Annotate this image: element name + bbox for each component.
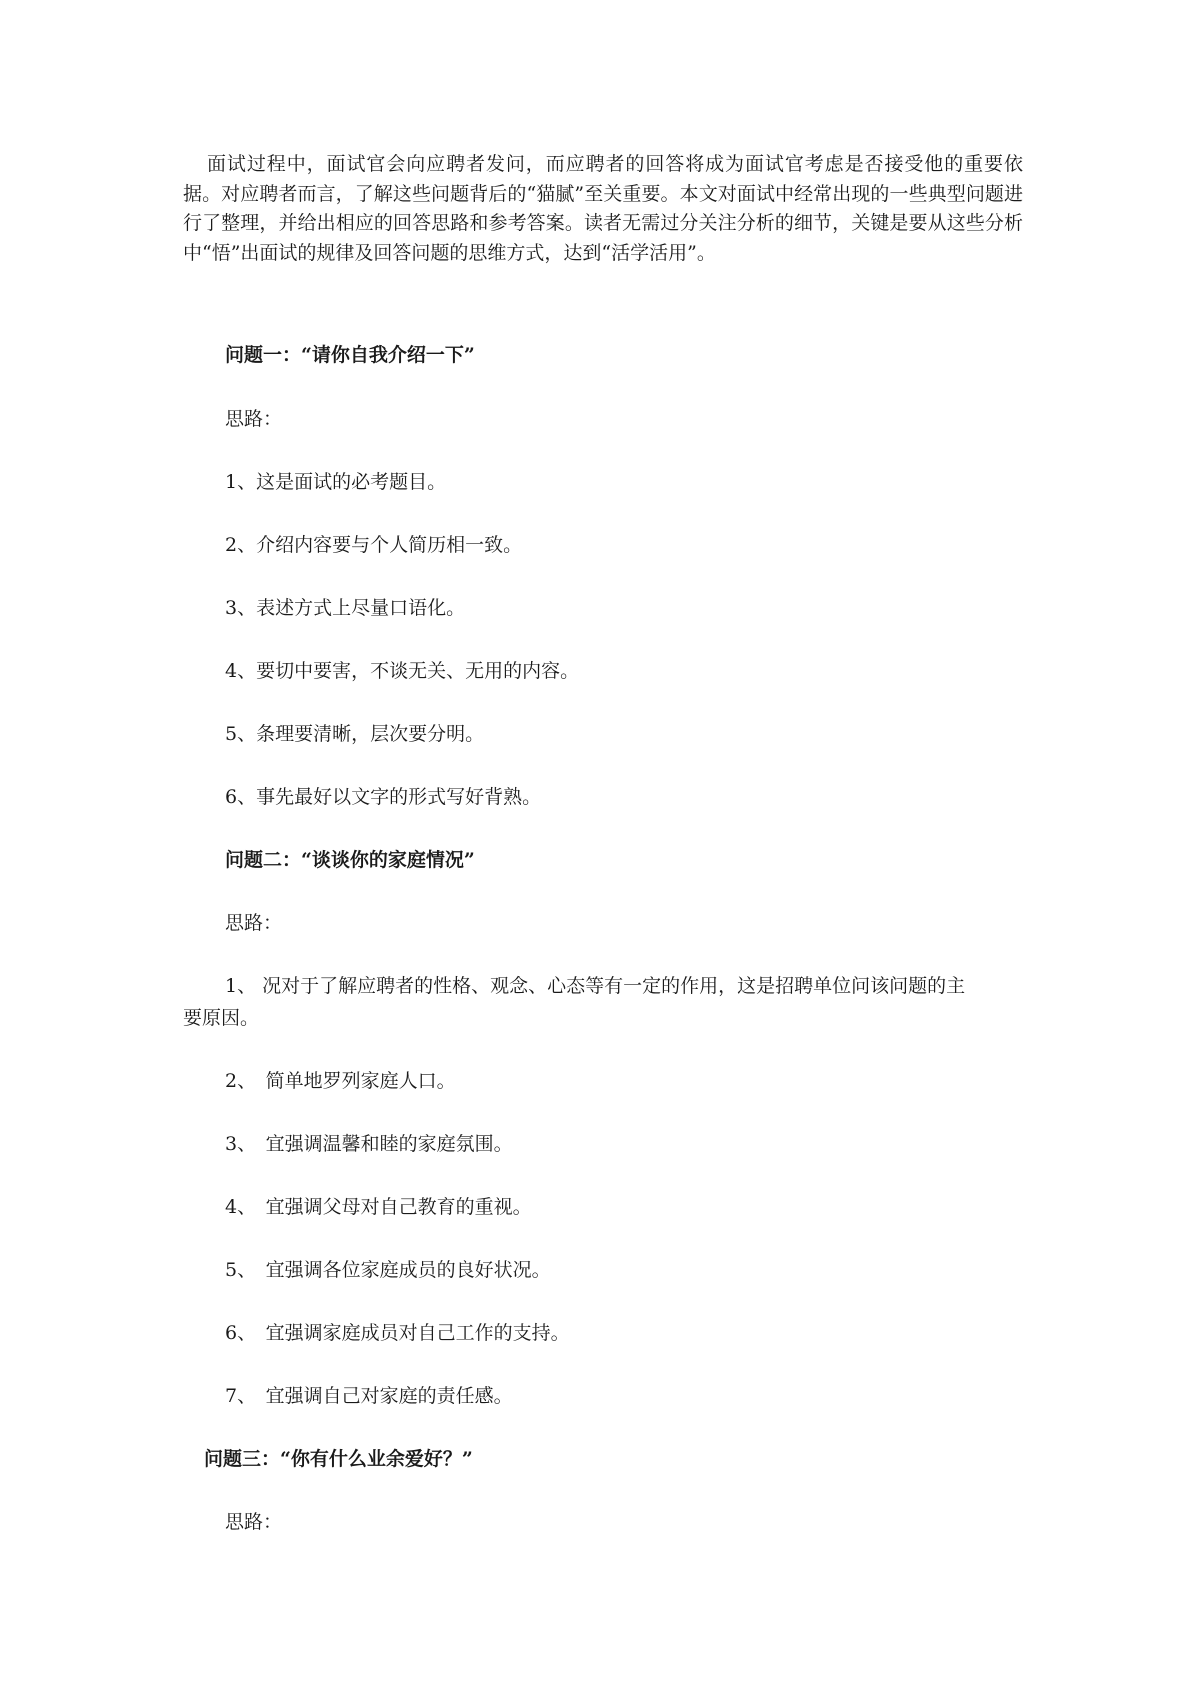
question-2-title: 问题二：“谈谈你的家庭情况” <box>225 849 475 871</box>
question-2-item-1-line-2: 要原因。 <box>183 1007 260 1029</box>
intro-paragraph: 面试过程中，面试官会向应聘者发问，而应聘者的回答将成为面试官考虑是否接受他的重要依据。对应聘者而言，了解这些问题背后的“猫腻”至关重要。本文对面试中经常出现的一些典型问题进行了整理，并给出相应的回答思路和参考答案。读者无需过分关注分析的细节，关键是要从这些分析中“悟”出面试的规律及回答问题的思维方式，达到“活学活用”。 <box>183 153 1023 264</box>
question-2-item: 3、 宜强调温馨和睦的家庭氛围。 <box>225 1133 513 1155</box>
question-2-item: 5、 宜强调各位家庭成员的良好状况。 <box>225 1259 551 1281</box>
question-1-item: 5、条理要清晰，层次要分明。 <box>225 723 485 745</box>
question-2-item: 7、 宜强调自己对家庭的责任感。 <box>225 1385 513 1407</box>
question-3-title: 问题三：“你有什么业余爱好？” <box>204 1448 473 1470</box>
question-1-item: 2、介绍内容要与个人简历相一致。 <box>225 534 523 556</box>
question-2-item: 4、 宜强调父母对自己教育的重视。 <box>225 1196 532 1218</box>
question-1-item: 1、这是面试的必考题目。 <box>225 471 447 493</box>
question-2-item: 2、 简单地罗列家庭人口。 <box>225 1070 456 1092</box>
question-1-label: 思路： <box>225 408 283 430</box>
question-1-title: 问题一：“请你自我介绍一下” <box>225 344 475 366</box>
question-1-item: 4、要切中要害，不谈无关、无用的内容。 <box>225 660 580 682</box>
question-1-item: 6、事先最好以文字的形式写好背熟。 <box>225 786 542 808</box>
question-2-item-1-line-1: 1、 况对于了解应聘者的性格、观念、心态等有一定的作用，这是招聘单位问该问题的主 <box>225 975 966 997</box>
question-2-label: 思路： <box>225 912 283 934</box>
question-1-item: 3、表述方式上尽量口语化。 <box>225 597 466 619</box>
question-3-label: 思路： <box>225 1511 283 1533</box>
question-2-item: 6、 宜强调家庭成员对自己工作的支持。 <box>225 1322 570 1344</box>
